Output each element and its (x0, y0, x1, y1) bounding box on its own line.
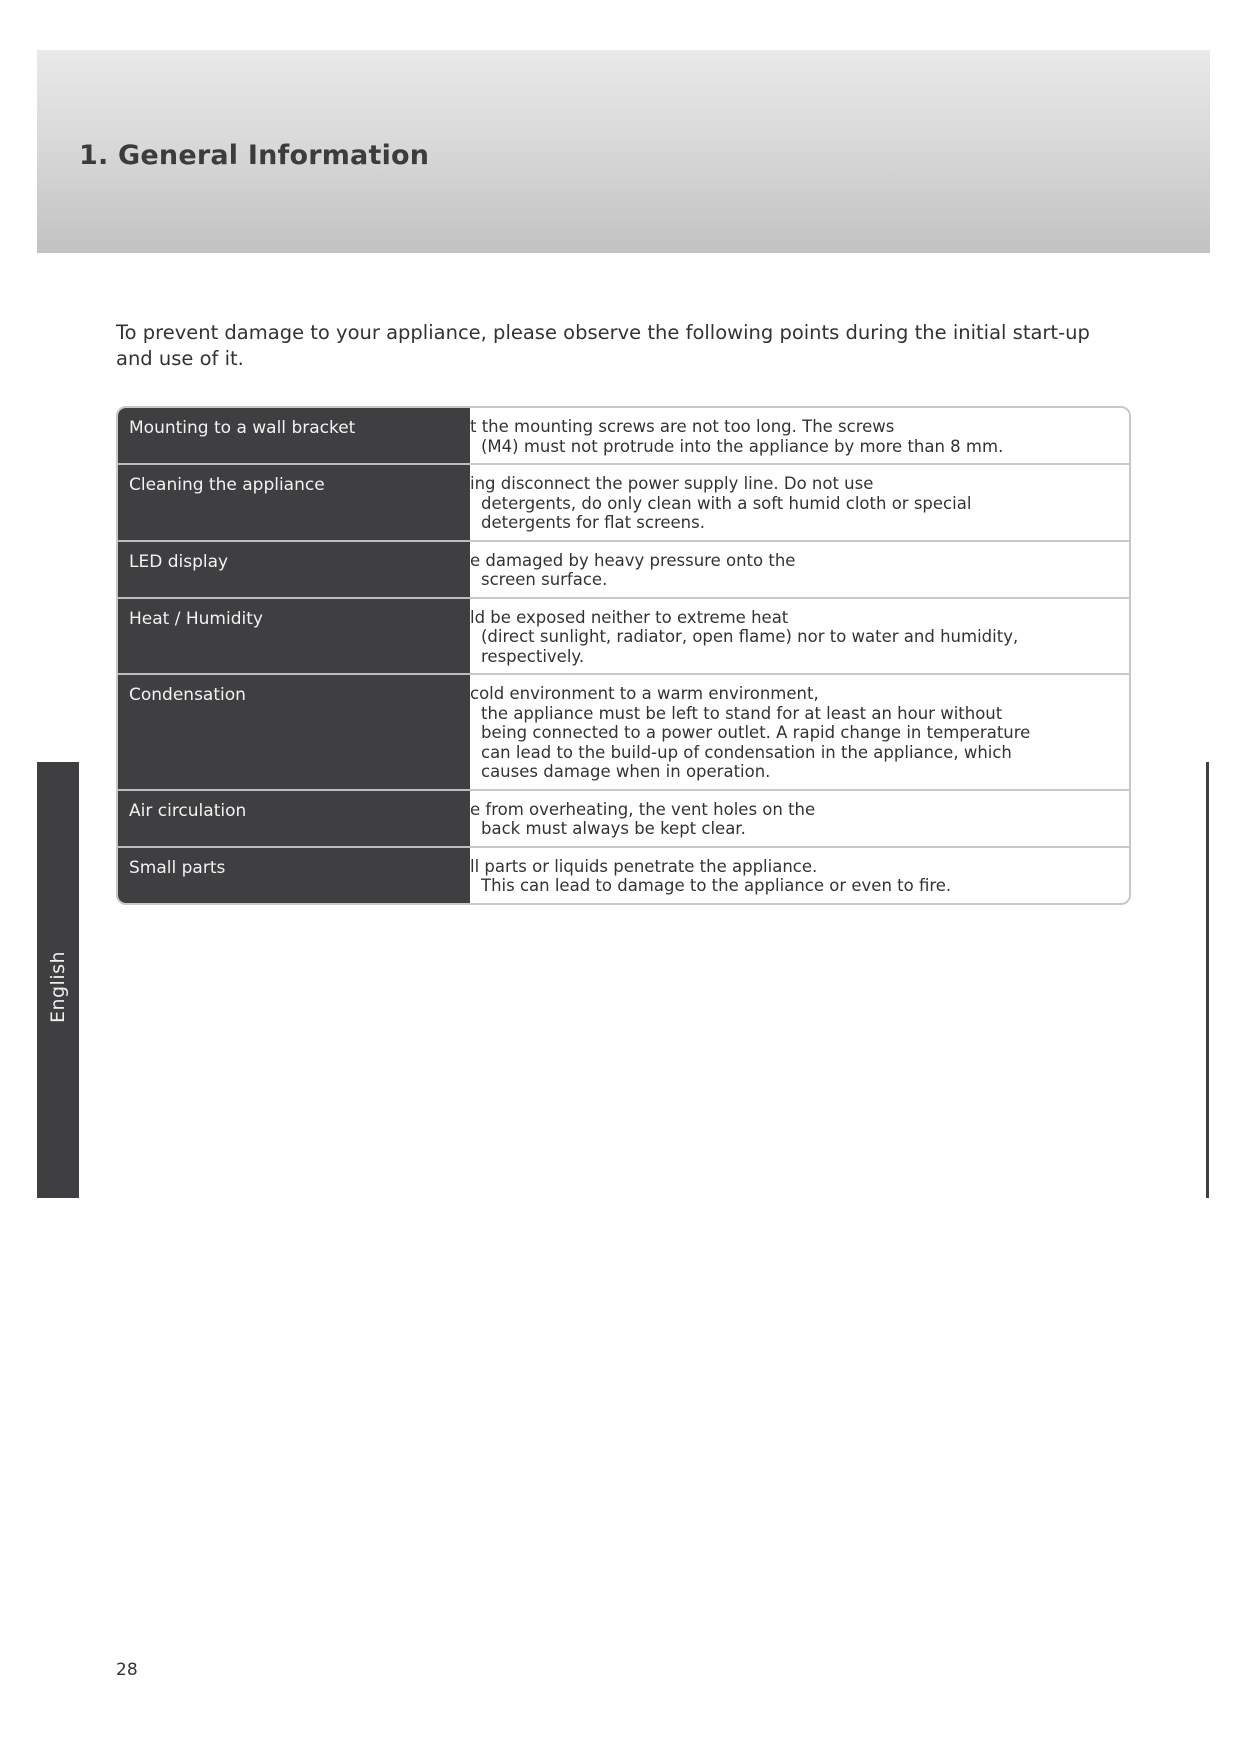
description-line: ll parts or liquids penetrate the appliance. (470, 856, 818, 876)
row-description (470, 848, 1129, 903)
description-line: This can lead to damage to the appliance or even to fire. (481, 876, 952, 895)
description-line: can lead to the build-up of condensation in the appliance, which (481, 742, 1012, 762)
table-row (118, 848, 1129, 903)
table-row (118, 599, 1129, 676)
row-label: LED display (118, 542, 470, 599)
description-line: ld be exposed neither to extreme heat (470, 607, 789, 627)
info-table (116, 406, 1131, 905)
description-line: back must always be kept clear. (481, 819, 746, 838)
row-label: Condensation (118, 675, 470, 791)
page-number: 28 (116, 1660, 138, 1680)
row-label: Mounting to a wall bracket (118, 408, 470, 465)
description-line: screen surface. (481, 570, 608, 589)
row-description (470, 465, 1129, 540)
row-label: Air circulation (118, 791, 470, 848)
table-row (118, 465, 1129, 542)
row-label: Cleaning the appliance (118, 465, 470, 542)
description-line: detergents, do only clean with a soft humid cloth or special (481, 493, 972, 513)
description-line: causes damage when in operation. (481, 762, 771, 781)
description-line: being connected to a power outlet. A rapid change in temperature (481, 723, 1031, 742)
row-label: Small parts (118, 848, 470, 903)
description-line: t the mounting screws are not too long. The screws (470, 417, 895, 436)
description-line: respectively. (481, 646, 585, 666)
row-description (470, 599, 1129, 674)
description-line: cold environment to a warm environment, (470, 684, 819, 703)
table-row (118, 542, 1129, 599)
row-description (470, 542, 1129, 597)
intro-paragraph: To prevent damage to your appliance, please observe the following points during the initial start-up and use of it. (116, 321, 1090, 370)
page-title: 1. General Information (79, 140, 430, 171)
row-description (470, 675, 1129, 789)
margin-rule (1206, 762, 1209, 1198)
row-description (470, 408, 1129, 463)
description-line: (direct sunlight, radiator, open flame) nor to water and humidity, (481, 627, 1019, 646)
language-label: English (47, 950, 69, 1024)
row-description (470, 791, 1129, 846)
description-line: (M4) must not protrude into the appliance by more than 8 mm. (481, 436, 1004, 456)
table-row (118, 675, 1129, 791)
description-line: e from overheating, the vent holes on the (470, 799, 816, 819)
table-row (118, 408, 1129, 465)
description-line: ing disconnect the power supply line. Do not use (470, 474, 874, 493)
description-line: e damaged by heavy pressure onto the (470, 550, 796, 570)
description-line: the appliance must be left to stand for at least an hour without (481, 703, 1003, 723)
row-label: Heat / Humidity (118, 599, 470, 676)
table-row (118, 791, 1129, 848)
description-line: detergents for flat screens. (481, 513, 705, 532)
